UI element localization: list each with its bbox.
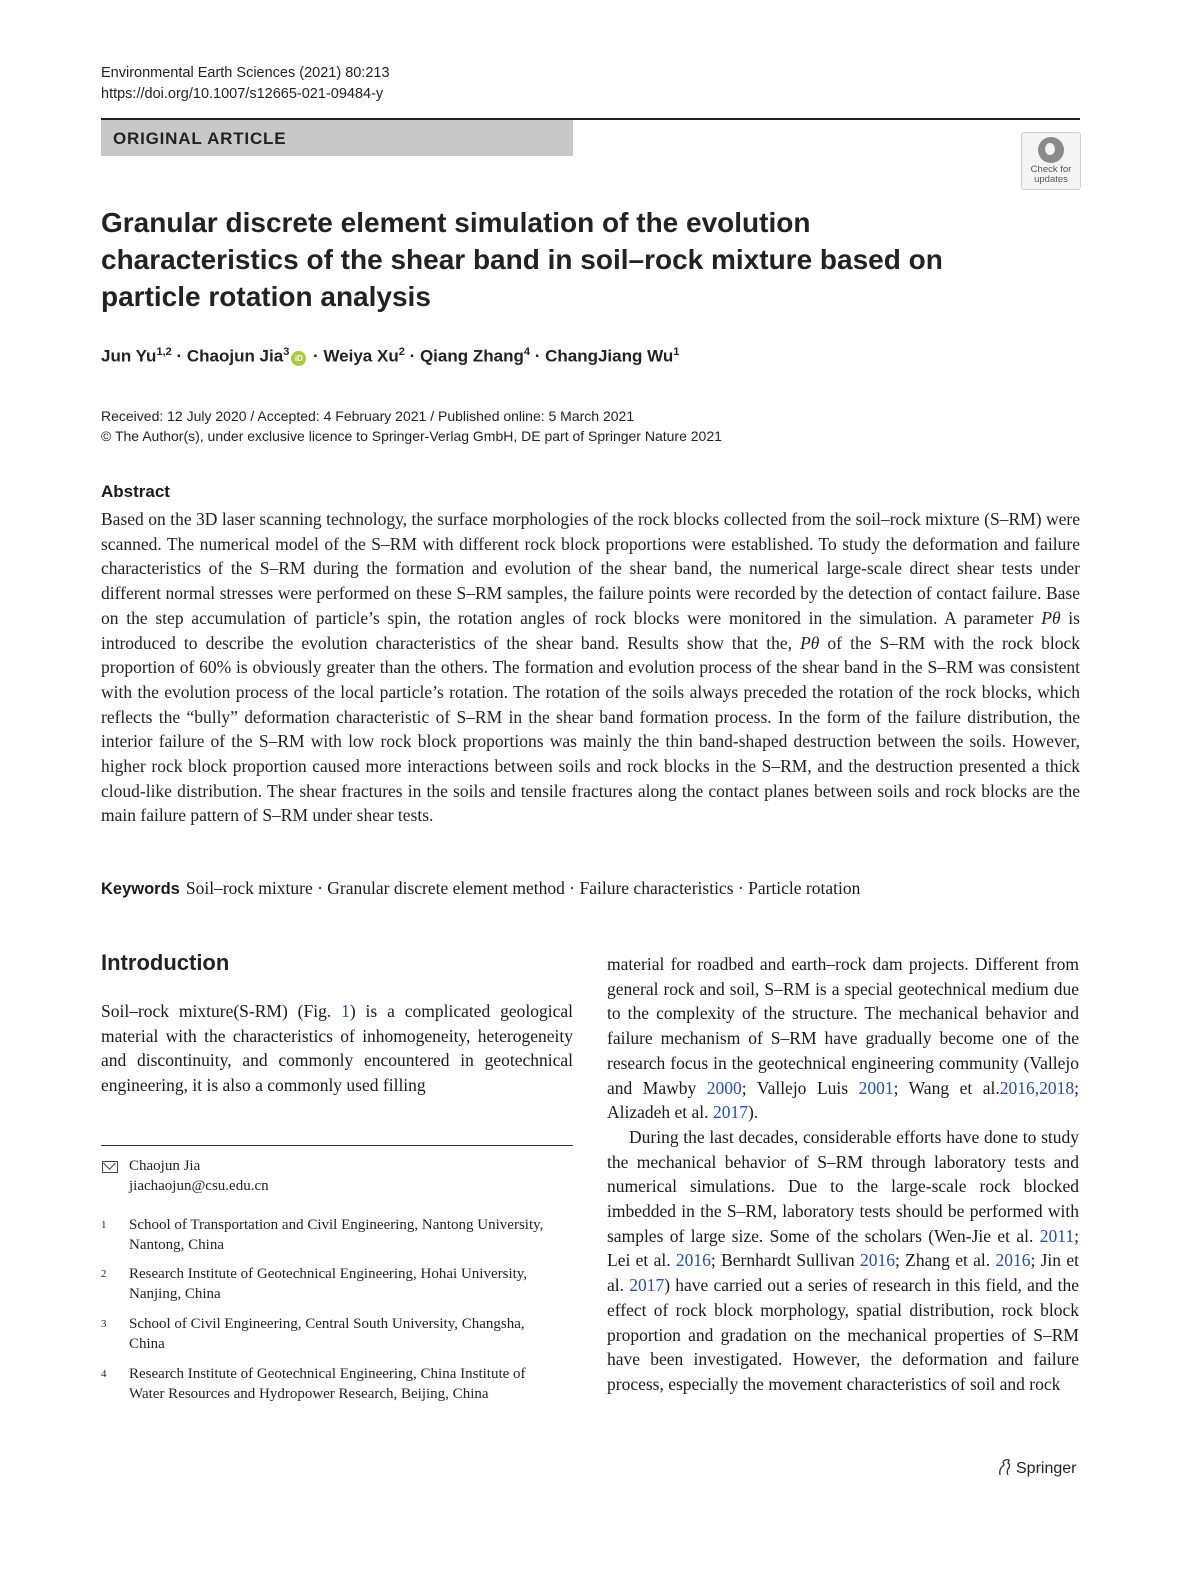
affiliation-text: School of Transportation and Civil Engineering, Nantong University, Nantong, China (129, 1217, 544, 1253)
intro-paragraph (607, 952, 1079, 1125)
article-title: Granular discrete element simulation of the evolution characteristics of the shear band in soil–rock mixture based on particle rotation analysis (101, 207, 943, 312)
p-theta-symbol: Pθ (1041, 607, 1061, 628)
text-run: ; Alizadeh et al. (607, 1077, 1079, 1123)
publisher-logo (996, 1458, 1076, 1478)
intro-paragraph (607, 1125, 1079, 1397)
journal-volume: Environmental Earth Sciences (2021) 80:213 (101, 65, 390, 81)
copyright-line: © The Author(s), under exclusive licence to Springer-Verlag GmbH, DE part of Springer Nature 2021 (101, 428, 722, 444)
citation-link[interactable]: 2016 (995, 1250, 1031, 1271)
text-run: ; Bernhardt Sullivan (710, 1250, 860, 1271)
author-name[interactable]: Chaojun Jia (186, 346, 284, 366)
affiliation-text: Research Institute of Geotechnical Engineering, China Institute of Water Resources and Hydropower Research, Beijing, China (129, 1366, 526, 1402)
intro-paragraph-left (101, 999, 573, 1098)
springer-horse-icon (996, 1458, 1012, 1476)
text-run: material for roadbed and earth–rock dam projects. Different from general rock and soil, S–RM is a special geotechnical medium due to the complexity of the structure. The mechanical behavior and failure mechanism of S–RM have gradually become one of the research focus in the geotechnical engineering community (Vallejo and Mawby (607, 954, 1079, 1098)
author-affiliation: 1,2 (156, 346, 172, 358)
citation-link[interactable]: 2001 (858, 1077, 894, 1098)
text-run: ). (747, 1102, 759, 1123)
keywords-label: Keywords (101, 880, 180, 898)
keywords-text: Soil–rock mixture · Granular discrete element method · Failure characteristics · Particle rotation (185, 878, 861, 898)
text-run: Soil–rock mixture(S-RM) (Fig. (101, 1001, 342, 1021)
citation-link[interactable]: 2016 (675, 1250, 711, 1271)
author-name[interactable]: ChangJiang Wu (545, 346, 674, 366)
text-run: ) is a complicated geological material with the characteristics of inhomogeneity, heterogeneity and discontinuity, and commonly encountered in geotechnical engineering, it is also a commonly used filling (101, 1001, 573, 1096)
affiliation-text: Research Institute of Geotechnical Engineering, Hohai University, Nanjing, China (129, 1266, 528, 1302)
author-affiliation: 3 (283, 346, 290, 358)
text-run: ; Lei et al. (607, 1225, 1079, 1271)
text-run: During the last decades, considerable efforts have done to study the mechanical behavior of S–RM through laboratory tests and numerical simulations. Due to the large-scale rock blocked imbedded in the S–RM, laboratory tests should be performed with samples of large size. Some of the scholars (Wen-Jie et al. (607, 1126, 1079, 1246)
envelope-icon (102, 1161, 118, 1173)
author-name[interactable]: Jun Yu (101, 346, 157, 366)
citation-link[interactable]: 2000 (706, 1077, 742, 1098)
affiliation-text: School of Civil Engineering, Central South University, Changsha, China (129, 1316, 525, 1352)
affiliation-number: 2 (101, 1268, 107, 1280)
check-for-updates-label: Check for updates (1030, 164, 1072, 185)
text-run: ; Vallejo Luis (741, 1077, 859, 1098)
abstract-part: is introduced to describe the evolution characteristics of the shear band. Results show that the, (101, 607, 1080, 653)
orcid-icon[interactable]: iD (291, 351, 306, 366)
article-type-label: ORIGINAL ARTICLE (113, 129, 287, 148)
text-run: ; Zhang et al. (895, 1250, 996, 1271)
corresponding-author-email[interactable]: jiachaojun@csu.edu.cn (129, 1178, 269, 1194)
text-run: ; Wang et al. (893, 1077, 1000, 1098)
author-name[interactable]: Qiang Zhang (419, 346, 524, 366)
article-type-banner (101, 120, 573, 156)
abstract-heading: Abstract (101, 482, 170, 501)
author-affiliation: 4 (523, 346, 530, 358)
affiliation-number: 3 (101, 1318, 107, 1330)
history-dates: Received: 12 July 2020 / Accepted: 4 February 2021 / Published online: 5 March 2021 (101, 408, 635, 424)
abstract-part: Based on the 3D laser scanning technology, the surface morphologies of the rock blocks collected from the soil–rock mixture (S–RM) were scanned. The numerical model of the S–RM with different rock block proportions were established. To study the deformation and failure characteristics of the S–RM during the formation and evolution of the shear band, the numerical large-scale direct shear tests under different normal stresses were performed on these S–RM samples, the failure points were recorded by the detection of contact failure. Base on the step accumulation of particle’s spin, the rotation angles of rock blocks were monitored in the simulation. A parameter (101, 509, 1080, 628)
check-for-updates-badge[interactable] (1021, 132, 1081, 190)
publication-dates (101, 406, 722, 446)
abstract-part: of the S–RM with the rock block proportion of 60% is obviously greater than the others. The formation and evolution process of the shear band in the S–RM was consistent with the evolution process of the local particle’s rotation. The rotation of the soils always preceded the rotation of the rock blocks, which reflects the “bully” deformation characteristic of S–RM in the shear band formation process. In the form of the failure distribution, the interior failure of the S–RM with low rock block proportions was mainly the thin band-shaped destruction between the soils. However, higher rock block proportion caused more interactions between soils and rock blocks in the S–RM, and the destruction presented a thick cloud-like distribution. The shear fractures in the soils and tensile fractures along the contact planes between soils and rock blocks are the main failure pattern of S–RM under shear tests. (101, 632, 1080, 826)
affiliation-number: 4 (101, 1368, 107, 1380)
intro-column-right (607, 952, 1079, 1397)
footnote-rule (101, 1145, 573, 1146)
section-heading-introduction: Introduction (101, 950, 230, 975)
journal-citation (101, 63, 390, 105)
keywords-line (101, 878, 860, 899)
p-theta-symbol: Pθ (800, 632, 820, 653)
citation-link[interactable]: 2017 (629, 1275, 665, 1296)
publisher-name: Springer (1016, 1460, 1077, 1477)
citation-link[interactable]: 2016 (860, 1250, 895, 1271)
abstract-text (101, 507, 1080, 828)
author-list: Jun Yu$^{1,2}$ · Chaojun Jia$^3$iD · Weiya $Xu^2$ · Qiang Zhang$^4$ · ChangJiang Wu$^1$ (101, 346, 680, 366)
corresponding-author-name: Chaojun Jia (129, 1158, 201, 1174)
text-run: ; Jin et al. (607, 1250, 1079, 1296)
author-name[interactable]: Weiya Xu (323, 346, 399, 366)
author-affiliation: 2 (398, 346, 405, 358)
figure-link[interactable]: 1 (341, 1001, 350, 1021)
citation-link[interactable]: 2016,2018 (999, 1077, 1075, 1098)
affiliation-number: 1 (101, 1219, 107, 1231)
doi-link[interactable]: https://doi.org/10.1007/s12665-021-09484-y (101, 86, 384, 102)
citation-link[interactable]: 2011 (1039, 1225, 1075, 1246)
text-run: ) have carried out a series of research in this field, and the effect of rock block morphology, spatial distribution, rock block proportion and gradation on the mechanical properties of S–RM have been investigated. However, the deformation and failure process, especially the movement characteristics of soil and rock (607, 1275, 1079, 1394)
bookmark-icon (1038, 137, 1064, 163)
citation-link[interactable]: 2017 (712, 1102, 748, 1123)
author-affiliation: 1 (673, 346, 680, 358)
